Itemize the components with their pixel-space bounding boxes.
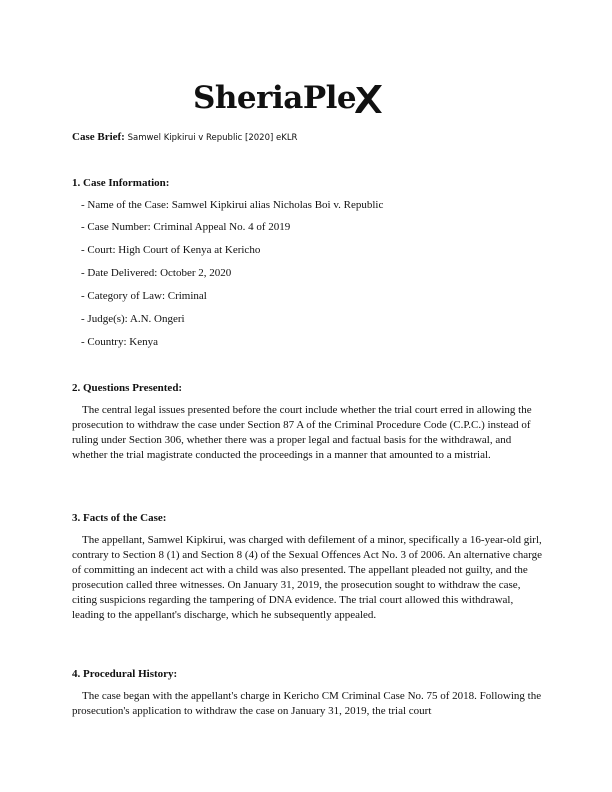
case-info-item: - Name of the Case: Samwel Kipkirui alias Nicholas Boi v. Republic: [81, 199, 384, 211]
case-info-item: - Date Delivered: October 2, 2020: [81, 267, 232, 279]
facts-paragraph: The appellant, Samwel Kipkirui, was charged with defilement of a minor, specifically a 16-year-old girl, contrary to Section 8 (1) and Section 8 (4) of the Sexual Offences Act No. 3 of 2006. An alternative charge of committing an indecent act with a child was also presented. The appellant pleaded not guilty, and the prosecution called three witnesses. On January 31, 2019, the prosecution sought to withdraw the case, citing suspicions regarding the tampering of DNA evidence. The trial court allowed this withdrawal, leading to the appellant's discharge, which he subsequently appealed.: [72, 534, 543, 621]
case-brief-title: Samwel Kipkirui v Republic [2020] eKLR: [127, 133, 298, 143]
sheriaplex-logo: [193, 78, 417, 118]
questions-presented-paragraph: The central legal issues presented before the court include whether the trial court erred in allowing the prosecution to withdraw the case under Section 87 A of the Criminal Procedure Code (C.P.C.) instead of ruling under Section 306, whether there was a proper legal and factual basis for the withdrawal, and whether the trial magistrate conducted the proceedings in a manner that amounted to a mistrial.: [72, 404, 532, 461]
case-info-item: - Category of Law: Criminal: [81, 290, 207, 302]
section-heading-facts: 3. Facts of the Case:: [72, 512, 167, 524]
section-heading-procedural-history: 4. Procedural History:: [72, 668, 178, 680]
case-info-item: - Court: High Court of Kenya at Kericho: [81, 244, 261, 256]
case-brief-line: [72, 130, 297, 145]
case-info-item: - Case Number: Criminal Appeal No. 4 of 2019: [81, 221, 291, 233]
x-mark-icon: [355, 85, 383, 115]
logo-text: SheriaPle: [193, 80, 357, 116]
case-info-item: - Judge(s): A.N. Ongeri: [81, 313, 185, 325]
case-info-item: - Country: Kenya: [81, 336, 158, 348]
procedural-history-paragraph: The case began with the appellant's charge in Kericho CM Criminal Case No. 75 of 2018. Following the prosecution's application to withdraw the case on January 31, 2019, the trial court: [72, 690, 542, 717]
section-heading-questions-presented: 2. Questions Presented:: [72, 382, 183, 394]
case-brief-label: Case Brief:: [72, 131, 125, 143]
section-heading-case-information: 1. Case Information:: [72, 177, 170, 189]
